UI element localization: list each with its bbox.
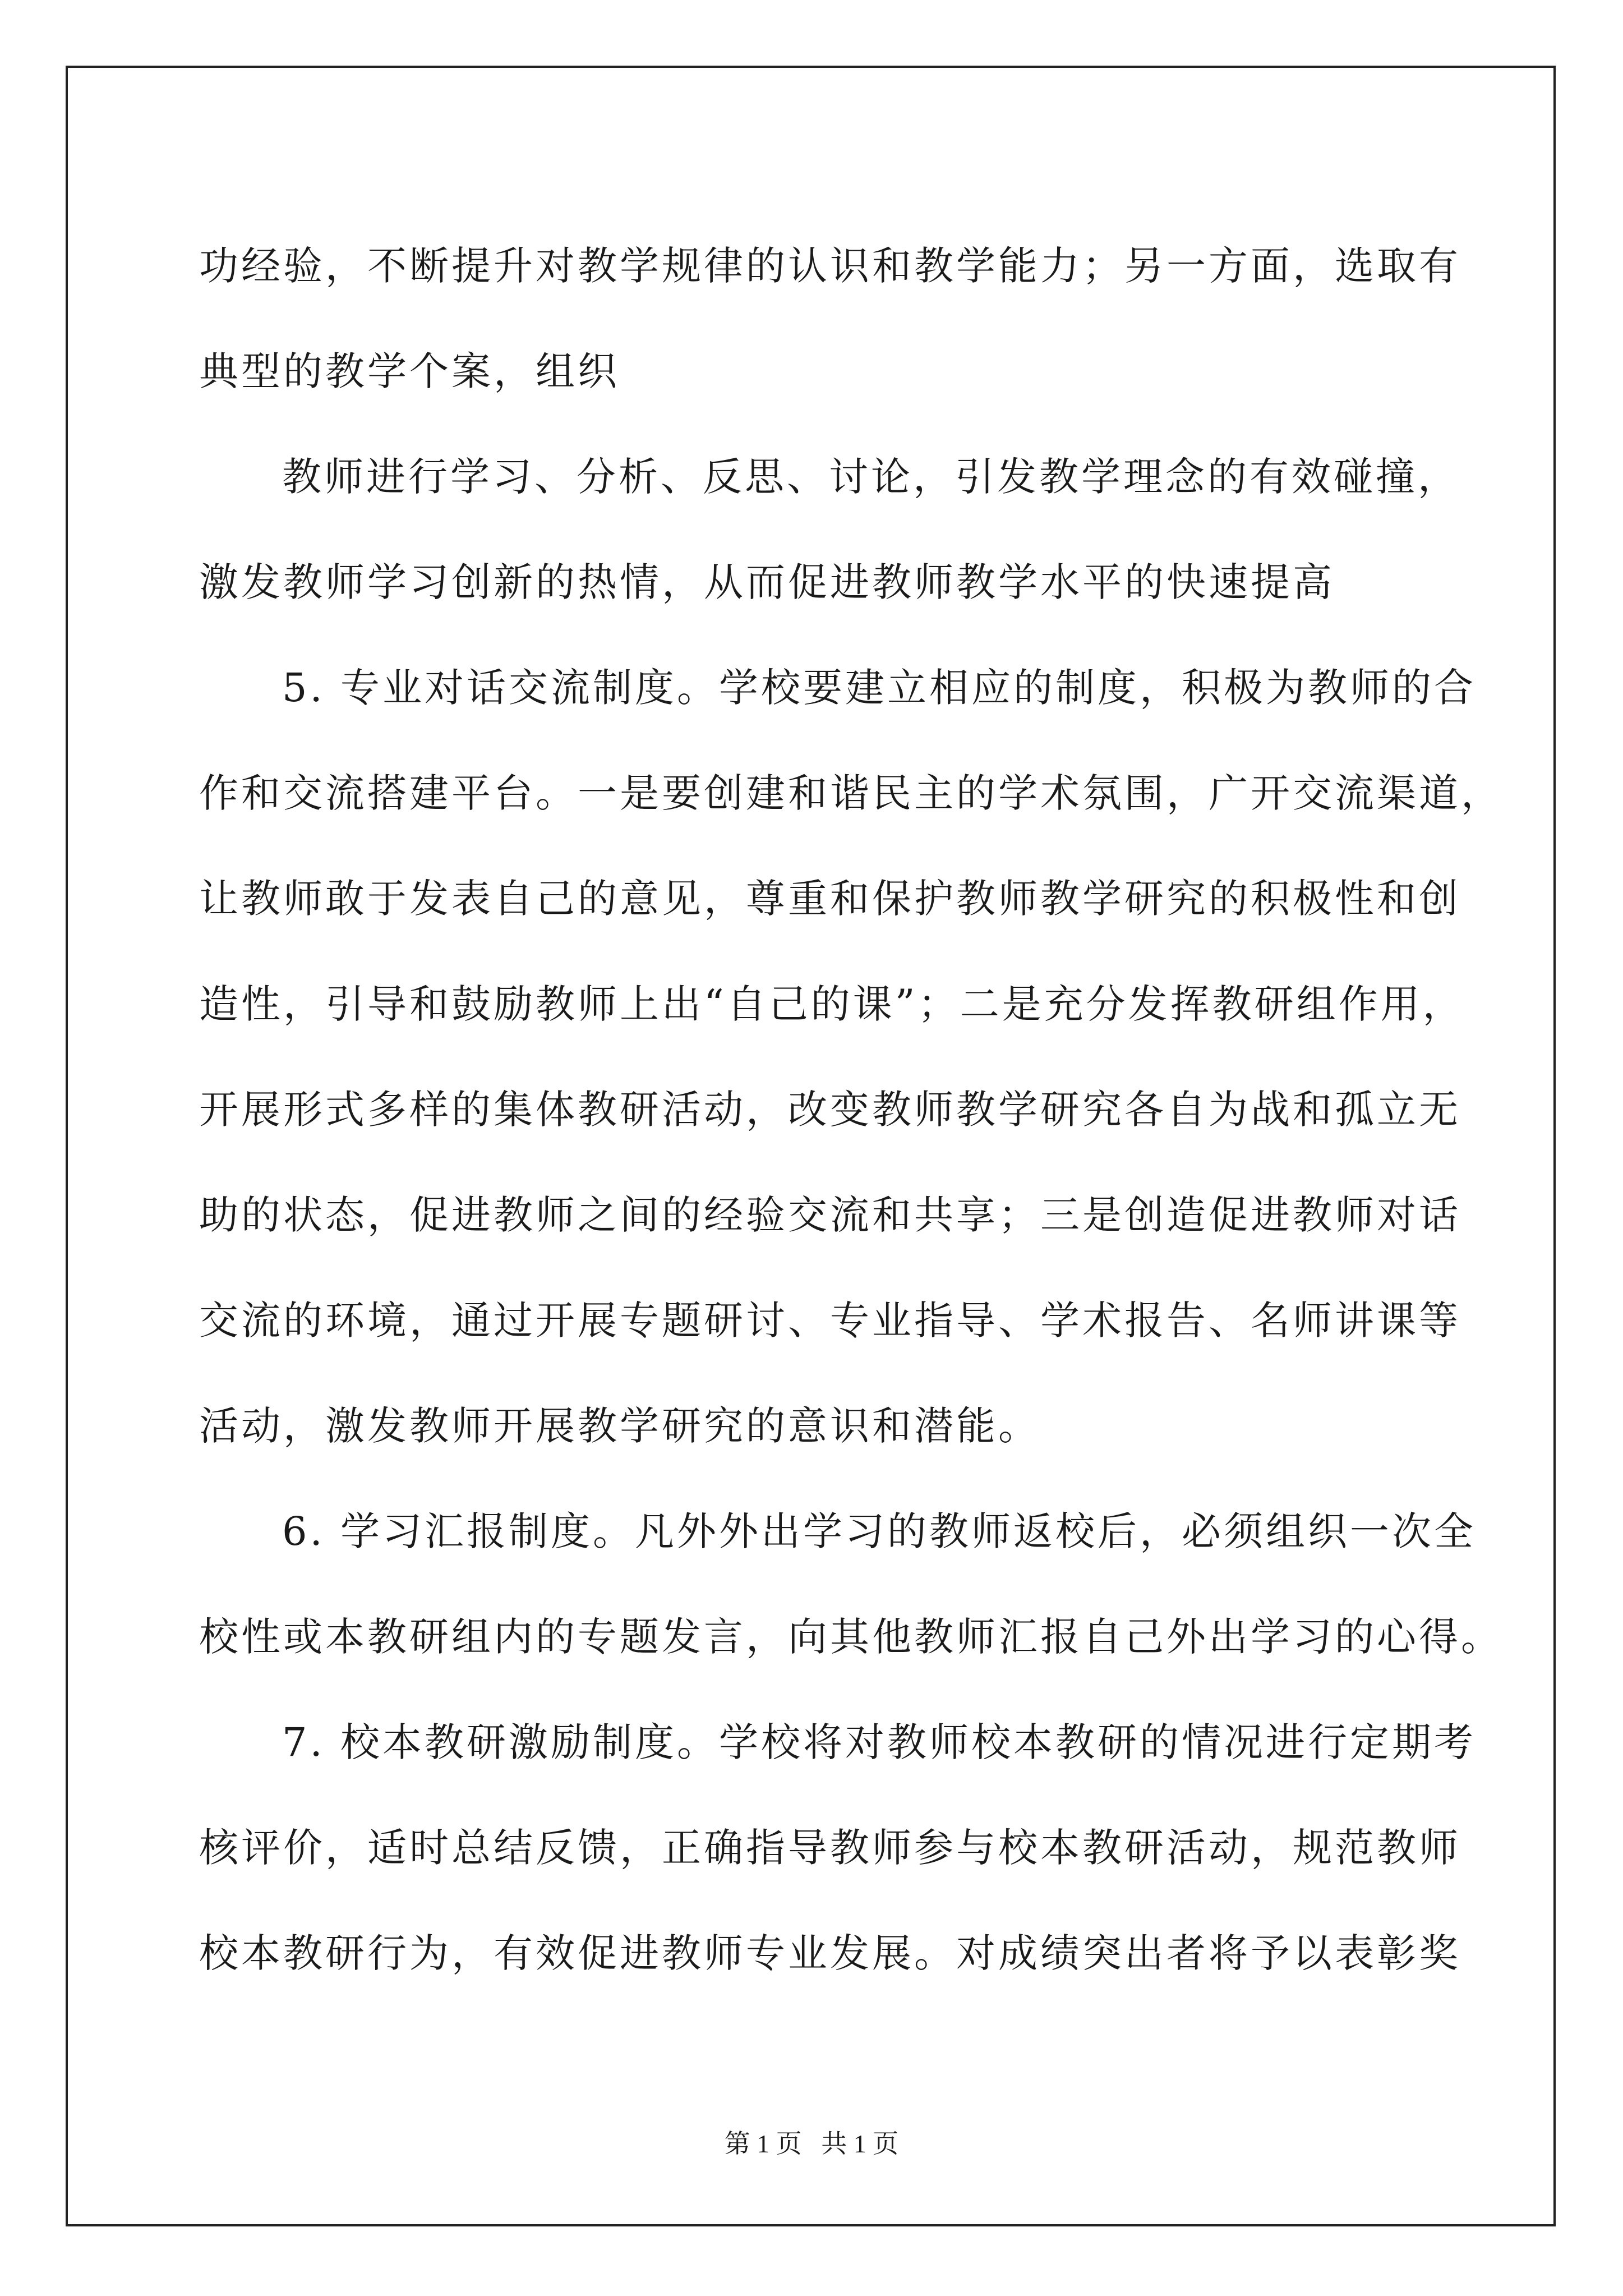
text-line: 助的状态，促进教师之间的经验交流和共享；三是创造促进教师对话 bbox=[199, 1192, 1461, 1238]
section-7-heading-line: 7. 校本教研激励制度。学校将对教师校本教研的情况进行定期考 bbox=[282, 1719, 1477, 1765]
paragraph-start-line: 教师进行学习、分析、反思、讨论，引发教学理念的有效碰撞， bbox=[282, 454, 1460, 500]
text-line: 交流的环境，通过开展专题研讨、专业指导、学术报告、名师讲课等 bbox=[199, 1297, 1461, 1343]
text-line: 功经验，不断提升对教学规律的认识和教学能力；另一方面，选取有 bbox=[199, 243, 1461, 289]
text-line: 激发教师学习创新的热情，从而促进教师教学水平的快速提高 bbox=[199, 559, 1335, 605]
text-line: 活动，激发教师开展教学研究的意识和潜能。 bbox=[199, 1403, 1040, 1449]
text-line: 造性，引导和鼓励教师上出“自己的课”；二是充分发挥教研组作用， bbox=[199, 981, 1465, 1027]
page-number-footer: 第 1 页 共 1 页 bbox=[724, 2129, 899, 2158]
text-line: 核评价，适时总结反馈，正确指导教师参与校本教研活动，规范教师 bbox=[199, 1825, 1461, 1871]
text-line: 让教师敢于发表自己的意见，尊重和保护教师教学研究的积极性和创 bbox=[199, 876, 1461, 922]
text-line: 校本教研行为，有效促进教师专业发展。对成绩突出者将予以表彰奖 bbox=[199, 1930, 1461, 1976]
text-line: 作和交流搭建平台。一是要创建和谐民主的学术氛围，广开交流渠道， bbox=[199, 770, 1503, 816]
text-line: 典型的教学个案，组织 bbox=[199, 348, 620, 394]
section-5-heading-line: 5. 专业对话交流制度。学校要建立相应的制度，积极为教师的合 bbox=[282, 665, 1477, 711]
text-line: 开展形式多样的集体教研活动，改变教师教学研究各自为战和孤立无 bbox=[199, 1087, 1461, 1133]
document-body bbox=[199, 213, 1503, 2006]
section-6-heading-line: 6. 学习汇报制度。凡外外出学习的教师返校后，必须组织一次全 bbox=[282, 1508, 1477, 1554]
text-line: 校性或本教研组内的专题发言，向其他教师汇报自己外出学习的心得。 bbox=[199, 1614, 1503, 1660]
